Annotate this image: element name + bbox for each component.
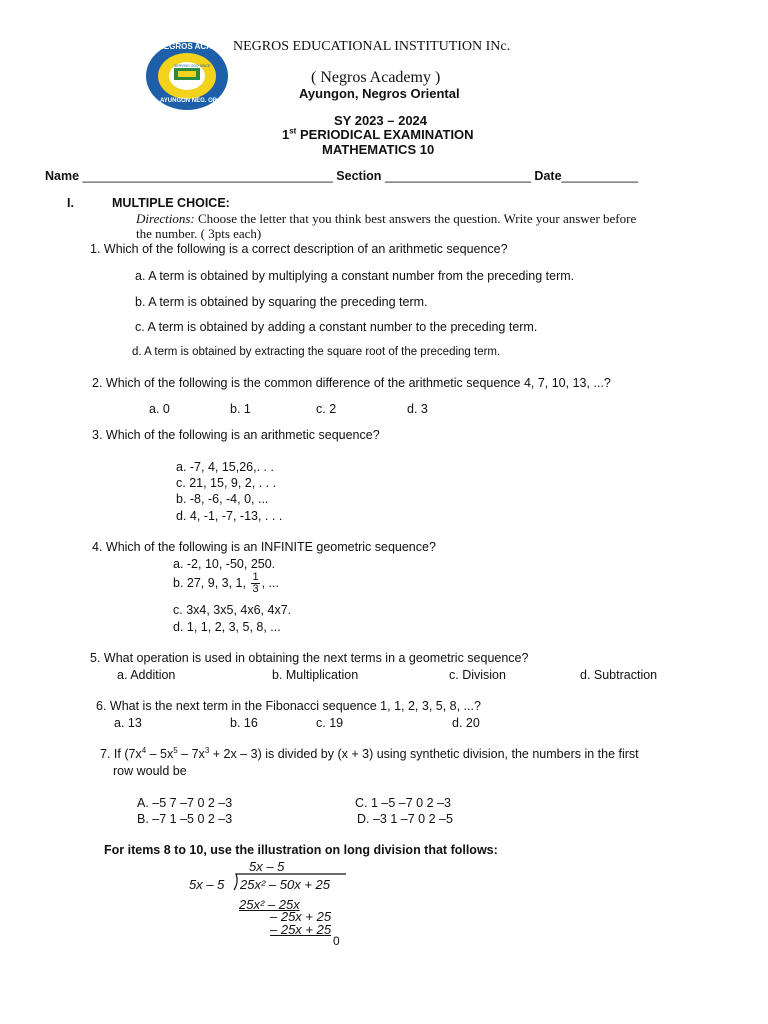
directions-text-2: the number. ( 3pts each) xyxy=(136,226,262,241)
directions-text: Choose the letter that you think best answers the question. Write your answer before xyxy=(194,211,637,226)
logo-text-bottom: AYUNGON NEG. OR. xyxy=(160,98,219,104)
q4-option-c: c. 3x4, 3x5, 4x6, 4x7. xyxy=(173,603,292,617)
q7-option-C: C. 1 –5 –7 0 2 –3 xyxy=(355,796,451,810)
q6-stem: 6. What is the next term in the Fibonacci sequence 1, 1, 2, 3, 5, 8, ...? xyxy=(96,699,481,713)
q3-option-d: d. 4, -1, -7, -13, . . . xyxy=(176,509,283,523)
exam-number: 1 xyxy=(282,127,290,142)
logo-text-top: NEGROS ACADEMY xyxy=(158,42,236,51)
school-logo xyxy=(144,40,236,112)
q5-option-c: c. Division xyxy=(449,668,506,682)
q5-option-a: a. Addition xyxy=(117,668,176,682)
name-line[interactable]: ____________________________________ xyxy=(82,169,333,183)
q2-option-b: b. 1 xyxy=(230,402,251,416)
q6-option-b: b. 16 xyxy=(230,716,258,730)
items-8-10-instruction: For items 8 to 10, use the illustration on long division that follows: xyxy=(104,843,498,857)
q7-stem xyxy=(100,747,639,761)
long-division-step-2: – 25x + 25 xyxy=(270,909,332,924)
q7-exp-1: 4 xyxy=(141,745,147,755)
institution-name: NEGROS EDUCATIONAL INSTITUTION INc. xyxy=(233,39,511,54)
long-division-dividend: 25x² – 50x + 25 xyxy=(240,877,330,892)
subject-title: MATHEMATICS 10 xyxy=(322,142,435,157)
directions-label: Directions: xyxy=(136,211,195,226)
q7-exp-3: 3 xyxy=(204,745,210,755)
q4-option-a: a. -2, 10, -50, 250. xyxy=(173,557,276,571)
q7-part-3: – 7x xyxy=(177,747,205,761)
q2-option-a: a. 0 xyxy=(149,402,170,416)
q7-part-1: 7. If (7x xyxy=(100,747,142,761)
q4-option-b xyxy=(173,572,279,595)
date-label: Date xyxy=(534,169,562,183)
q3-stem: 3. Which of the following is an arithmetic sequence? xyxy=(92,428,380,442)
academy-name: ( Negros Academy ) xyxy=(311,69,441,86)
q5-option-b: b. Multiplication xyxy=(272,668,359,682)
long-division-step-3: – 25x + 25 xyxy=(270,922,332,937)
fraction-denominator: 3 xyxy=(252,583,259,595)
section-line[interactable]: _____________________ xyxy=(384,169,531,183)
q7-option-D: D. –3 1 –7 0 2 –5 xyxy=(357,812,453,826)
q5-stem: 5. What operation is used in obtaining the next terms in a geometric sequence? xyxy=(90,651,529,665)
q1-option-b: b. A term is obtained by squaring the preceding term. xyxy=(135,295,428,309)
q3-option-b: b. -8, -6, -4, 0, ... xyxy=(176,492,269,506)
school-address: Ayungon, Negros Oriental xyxy=(299,86,460,101)
q1-stem: 1. Which of the following is a correct description of an arithmetic sequence? xyxy=(90,242,508,256)
q7-part-4: + 2x – 3) is divided by (x + 3) using synthetic division, the numbers in the first xyxy=(209,747,639,761)
name-field xyxy=(45,169,638,183)
section-label: Section xyxy=(336,169,382,183)
part-title: MULTIPLE CHOICE: xyxy=(112,196,230,210)
q3-option-c: c. 21, 15, 9, 2, . . . xyxy=(176,476,277,490)
q7-exp-2: 5 xyxy=(173,745,178,755)
q4-stem: 4. Which of the following is an INFINITE geometric sequence? xyxy=(92,540,436,554)
q7-part-2: – 5x xyxy=(146,747,174,761)
directions xyxy=(136,211,636,227)
q3-option-a: a. -7, 4, 15,26,. . . xyxy=(176,460,274,474)
name-label: Name xyxy=(45,169,80,183)
exam-ordinal-suffix: st xyxy=(289,126,297,136)
logo-text-inner: SERVING GOD SINCE xyxy=(174,64,211,68)
fraction-numerator: 1 xyxy=(252,571,259,583)
part-numeral: I. xyxy=(67,196,74,210)
q7-option-B: B. –7 1 –5 0 2 –3 xyxy=(137,812,233,826)
q4-option-d: d. 1, 1, 2, 3, 5, 8, ... xyxy=(173,620,281,634)
q6-option-a: a. 13 xyxy=(114,716,142,730)
q4-option-b-tail: , ... xyxy=(261,575,279,590)
q1-option-d: d. A term is obtained by extracting the square root of the preceding term. xyxy=(132,346,501,358)
long-division-quotient: 5x – 5 xyxy=(249,859,285,874)
q2-option-c: c. 2 xyxy=(316,402,337,416)
q7-stem-line-2: row would be xyxy=(113,764,187,778)
long-division-remainder: 0 xyxy=(333,934,340,948)
q7-option-A: A. –5 7 –7 0 2 –3 xyxy=(137,796,233,810)
one-third-fraction xyxy=(251,572,259,595)
q6-option-d: d. 20 xyxy=(452,716,480,730)
exam-title-rest: PERIODICAL EXAMINATION xyxy=(296,127,474,142)
q6-option-c: c. 19 xyxy=(316,716,344,730)
q1-option-a: a. A term is obtained by multiplying a constant number from the preceding term. xyxy=(135,269,575,283)
q2-stem: 2. Which of the following is the common difference of the arithmetic sequence 4, 7, 10, 13, ...? xyxy=(92,376,611,390)
school-year: SY 2023 – 2024 xyxy=(334,113,428,128)
long-division-step-1: 25x² – 25x xyxy=(239,897,300,912)
q5-option-d: d. Subtraction xyxy=(580,668,658,682)
exam-title xyxy=(282,127,474,142)
q4-option-b-text: b. 27, 9, 3, 1, xyxy=(173,575,246,590)
date-line[interactable]: ___________ xyxy=(561,169,638,183)
q1-option-c: c. A term is obtained by adding a constant number to the preceding term. xyxy=(135,320,538,334)
long-division-divisor: 5x – 5 xyxy=(189,877,225,892)
q2-option-d: d. 3 xyxy=(407,402,428,416)
